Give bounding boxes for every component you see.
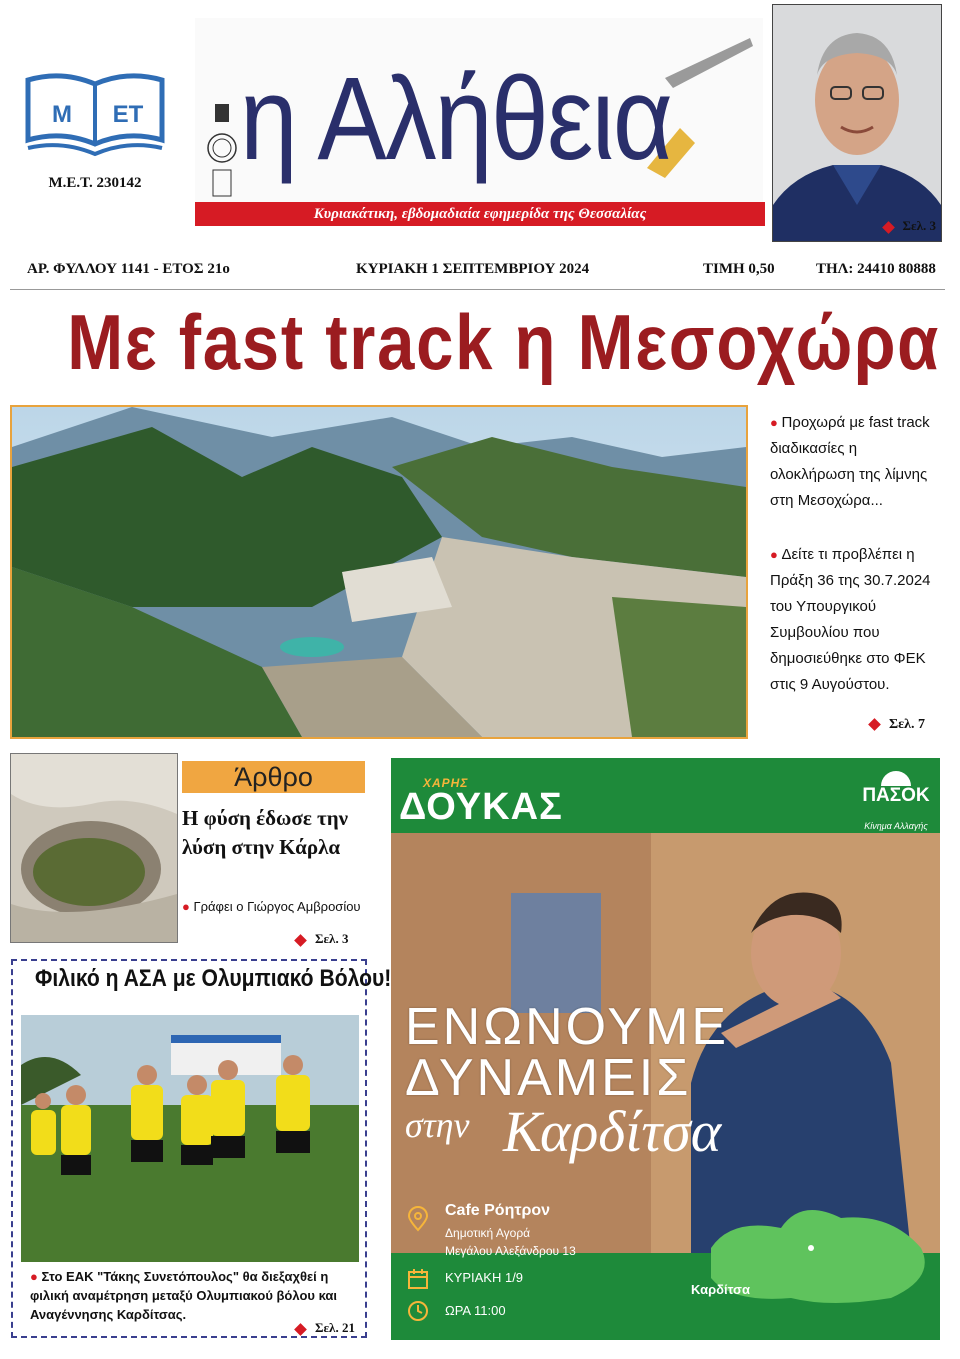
divider: [10, 289, 945, 290]
lead-page-label: Σελ. 7: [889, 717, 926, 732]
lead-bullet-2-text: Δείτε τι προβλέπει η Πράξη 36 της 30.7.2024 του Υπουργικού Συμβουλίου που δημοσιεύθηκε στο ΦΕΚ στις 9 Αυγούστου.: [770, 546, 931, 693]
portrait-page-ref: [884, 218, 936, 234]
ad-party: ΠΑΣΟΚ: [862, 785, 930, 806]
newspaper-title: η Αλήθεια: [240, 53, 672, 185]
lead-bullet-2: [770, 542, 942, 698]
ad-party-subtitle: Κίνημα Αλλαγής: [864, 821, 928, 831]
ad-last-name: ΔΟΥΚΑΣ: [399, 786, 563, 828]
met-logo-right: ΕΤ: [112, 101, 144, 128]
sports-title: Φιλικό η ΑΣΑ με Ολυμπιακό Βόλου!: [35, 965, 392, 992]
ad-date: ΚΥΡΙΑΚΗ 1/9: [445, 1270, 524, 1285]
sports-page-label: Σελ. 21: [315, 1320, 355, 1335]
info-bar: [0, 255, 960, 287]
diamond-icon: [882, 221, 895, 234]
ad-slogan-line-4: Καρδίτσα: [503, 1099, 722, 1164]
bullet-icon: ●: [182, 899, 194, 914]
issue-price: ΤΙΜΗ 0,50: [703, 261, 775, 277]
sports-photo: [21, 1015, 359, 1262]
diamond-icon: [294, 1323, 307, 1336]
tagline-strip: Κυριακάτικη, εβδομαδιαία εφημερίδα της Θεσσαλίας: [195, 202, 765, 226]
seal-icon: [205, 100, 239, 200]
ad-address-1: Δημοτική Αγορά: [445, 1226, 531, 1240]
ad-slogan-line-2: ΔΥΝΑΜΕΙΣ: [405, 1049, 692, 1107]
article-page-label: Σελ. 3: [315, 931, 349, 946]
met-logo-left: Μ: [52, 101, 72, 128]
article-author-text: Γράφει ο Γιώργος Αμβροσίου: [193, 899, 361, 914]
met-code: Μ.Ε.Τ. 230142: [48, 175, 142, 191]
bullet-icon: ●: [30, 1269, 42, 1284]
lead-bullet-1-text: Προχωρά με fast track διαδικασίες η ολοκλήρωση της λίμνης στη Μεσοχώρα...: [770, 414, 930, 509]
location-pin-icon: [407, 1206, 429, 1236]
article-title: Η φύση έδωσε την λύση στην Κάρλα: [182, 806, 349, 859]
sports-page-ref: [296, 1320, 355, 1336]
campaign-ad[interactable]: [391, 758, 940, 1340]
lead-bullet-1: [770, 410, 942, 514]
article-photo: [10, 753, 178, 943]
bullet-icon: ●: [770, 415, 782, 430]
ad-slogan-line-3: στην: [405, 1105, 470, 1145]
article-author: [182, 897, 367, 917]
ad-time: ΩΡΑ 11:00: [445, 1303, 506, 1318]
met-logo: [22, 70, 168, 162]
lead-page-ref: [870, 717, 925, 733]
ad-first-name: ΧΑΡΗΣ: [423, 776, 469, 790]
diamond-icon: [868, 718, 881, 731]
article-tag: Άρθρο: [182, 761, 365, 793]
sports-summary: [30, 1267, 360, 1324]
diamond-icon: [294, 934, 307, 947]
phone-number: ΤΗΛ: 24410 80888: [816, 261, 936, 277]
ad-venue: Cafe Ρόητρον: [445, 1202, 551, 1219]
portrait-page-label: Σελ. 3: [902, 218, 936, 233]
sports-summary-text: Στο ΕΑΚ "Τάκης Συνετόπουλος" θα διεξαχθεί η φιλική αναμέτρηση μεταξύ Ολυμπιακού βόλου και Αναγέννησης Καρδίτσας.: [30, 1269, 337, 1322]
calendar-icon: [407, 1268, 429, 1294]
ad-map-label: Καρδίτσα: [691, 1282, 750, 1297]
ad-slogan-line-1: ΕΝΩΝΟΥΜΕ: [405, 998, 730, 1056]
lead-headline: Με fast track η Μεσοχώρα: [67, 298, 941, 386]
lead-summary: [770, 410, 942, 726]
article-page-ref: [296, 931, 348, 947]
ad-address-2: Μεγάλου Αλεξάνδρου 13: [445, 1244, 576, 1258]
bullet-icon: ●: [770, 547, 782, 562]
lead-photo: [10, 405, 748, 739]
portrait-photo: [772, 4, 942, 242]
clock-icon: [407, 1300, 429, 1326]
issue-date: ΚΥΡΙΑΚΗ 1 ΣΕΠΤΕΜΒΡΙΟΥ 2024: [356, 261, 590, 277]
issue-number: ΑΡ. ΦΥΛΛΟΥ 1141 - ΕΤΟΣ 21ο: [27, 261, 230, 277]
